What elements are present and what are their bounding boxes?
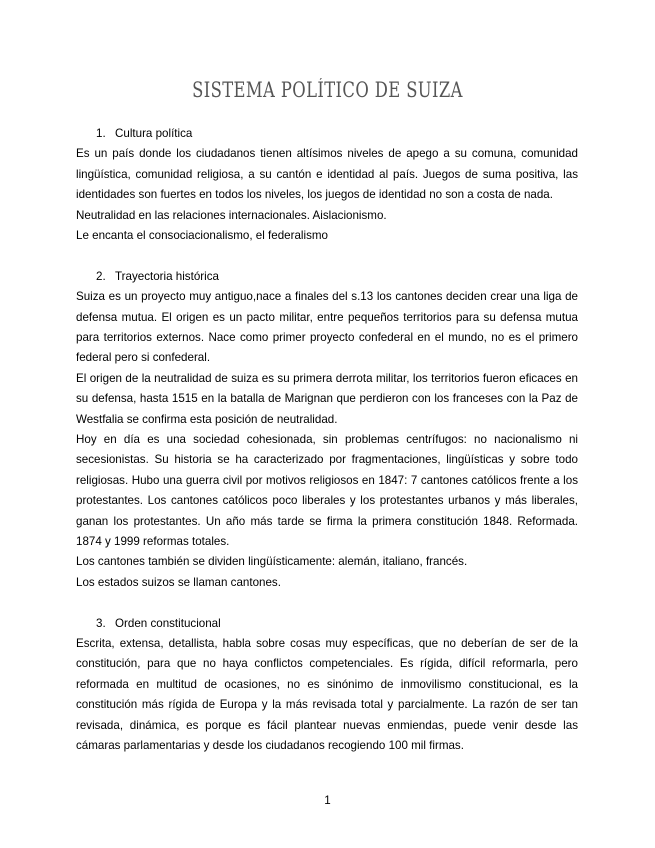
paragraph: Le encanta el consociacionalismo, el federalismo	[76, 229, 328, 243]
section-heading-orden-constitucional	[76, 614, 578, 634]
section-number: 2.	[96, 269, 106, 283]
paragraph: Los cantones también se dividen lingüísticamente: alemán, italiano, francés.	[76, 555, 468, 569]
section-heading-cultura-politica	[76, 124, 578, 144]
paragraph: El origen de la neutralidad de suiza es su primera derrota militar, los territorios fueron eficaces en su defensa, hasta 1515 en la batalla de Marignan que perdieron con los franceses con la Paz de Westfalia se confirma esta posición de neutralidad.	[76, 371, 578, 426]
paragraph: Es un país donde los ciudadanos tienen altísimos niveles de apego a su comuna, comunidad lingüística, comunidad religiosa, a su cantón e identidad al país. Juegos de suma positiva, las identidades son fuertes en todos los niveles, los juegos de identidad no son a costa de nada.	[76, 147, 578, 202]
paragraph: Escrita, extensa, detallista, habla sobre cosas muy específicas, que no deberían de ser de la constitución, para que no haya conflictos competenciales. Es rígida, difícil reformarla, pero reformada en multitud de ocasiones, no es sinónimo de inmovilismo constitucional, es la constitución más rígida de Europa y la más revisada total y parcialmente. La razón de ser tan revisada, dinámica, es porque es fácil plantear nuevas enmiendas, puede venir desde las cámaras parlamentarias y desde los ciudadanos recogiendo 100 mil firmas.	[76, 637, 578, 753]
paragraph: Hoy en día es una sociedad cohesionada, sin problemas centrífugos: no nacionalismo ni secesionistas. Su historia se ha caracterizado por fragmentaciones, lingüísticas y sobre todo religiosas. Hubo una guerra civil por motivos religiosos en 1847: 7 cantones católicos frente a los protestantes. Los cantones católicos poco liberales y los protestantes urbanos y más liberales, ganan los protestantes. Un año más tarde se firma la primera constitución 1848. Reformada. 1874 y 1999 reformas totales.	[76, 433, 578, 549]
section-heading-text: Cultura política	[115, 127, 193, 140]
page-number: 1	[324, 794, 331, 807]
paragraph: Los estados suizos se llaman cantones.	[76, 575, 281, 589]
section-number: 3.	[96, 616, 106, 630]
section-number: 1.	[96, 127, 106, 140]
paragraph: Neutralidad en las relaciones internacionales. Aislacionismo.	[76, 208, 387, 222]
document-body	[76, 124, 578, 757]
section-heading-text: Trayectoria histórica	[115, 269, 219, 283]
section-heading-trayectoria-historica	[76, 267, 578, 287]
paragraph: Suiza es un proyecto muy antiguo,nace a finales del s.13 los cantones deciden crear una liga de defensa mutua. El origen es un pacto militar, entre pequeños territorios para su defensa mutua para territorios externos. Nace como primer proyecto confederal en el mundo, no es el primero federal pero si confederal.	[76, 290, 578, 365]
section-heading-text: Orden constitucional	[115, 616, 221, 630]
page-title: SISTEMA POLÍTICO DE SUIZA	[192, 78, 463, 102]
